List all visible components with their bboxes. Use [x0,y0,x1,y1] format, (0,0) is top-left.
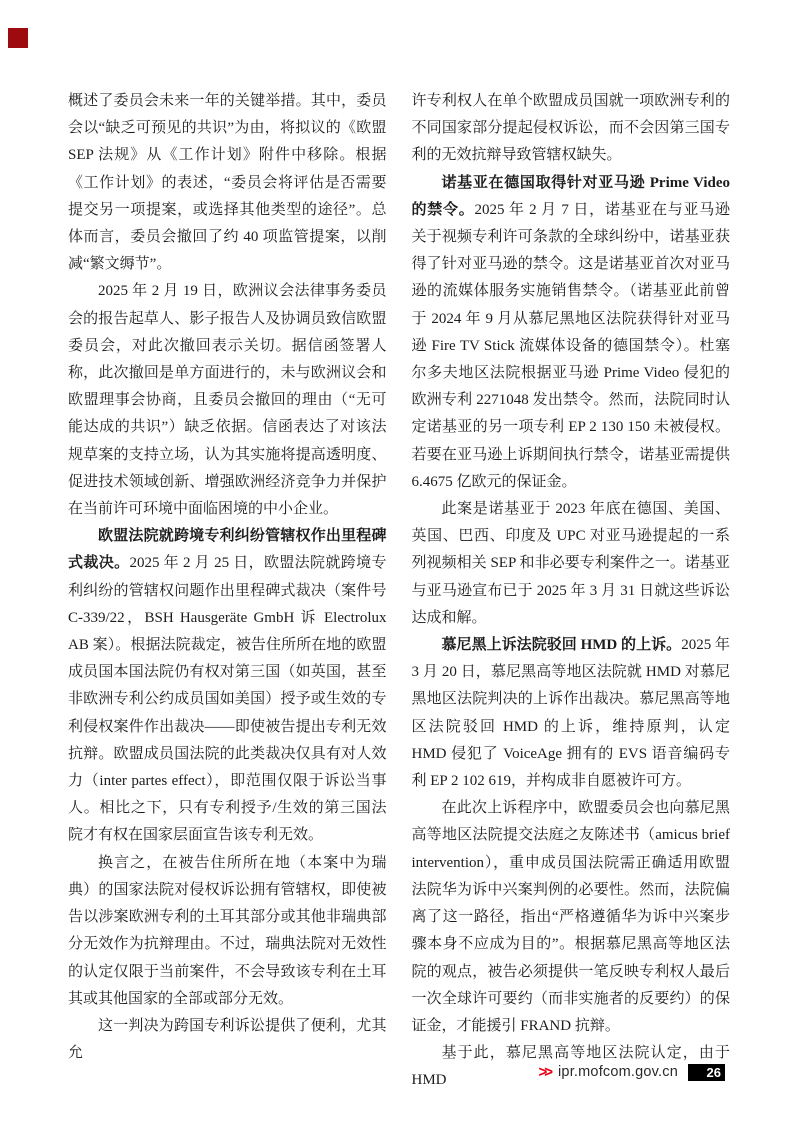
article-body [68,88,730,1095]
left-text-column [68,88,387,1095]
paragraph-bold-lead: 欧盟法院就跨境专利纠纷管辖权作出里程碑式裁决。 [68,528,387,572]
page-footer [538,1063,725,1081]
right-text-column [412,88,731,1095]
paragraph: 基于此，慕尼黑高等地区法院认定，由于 HMD [411,1045,730,1089]
footer-site-url: ipr.mofcom.gov.cn [558,1064,678,1080]
paragraph: 在此次上诉程序中，欧盟委员会也向慕尼黑高等地区法院提交法庭之友陈述书（amicus brief intervention），重申成员国法院需正确适用欧盟法院华为诉中兴案判例的必要性。然而，法院偏离了这一路径，指出“严格遵循华为诉中兴案步骤本身不应成为目的”。根据慕尼黑高等地区法院的观点，被告必须提供一笔反映专利权人最后一次全球许可要约（而非实施者的反要约）的保证金，才能援引 FRAND 抗辩。 [411,800,730,1034]
paragraph-bold-lead: 诺基亚在德国取得针对亚马逊 Prime Video 的禁令。 [411,174,730,218]
paragraph: 换言之，在被告住所所在地（本案中为瑞典）的国家法院对侵权诉讼拥有管辖权，即使被告以涉案欧洲专利的土耳其部分或其他非瑞典部分无效作为抗辩理由。不过，瑞典法院对无效性的认定仅限于当前案件，不会导致该专利在土耳其或其他国家的全部或部分无效。 [68,854,387,1007]
red-corner-marker [8,28,28,48]
paragraph: 此案是诺基亚于 2023 年底在德国、美国、英国、巴西、印度及 UPC 对亚马逊提起的一系列视频相关 SEP 和非必要专利案件之一。诺基亚与亚马逊宣布已于 2025 年 3 月 31 日就这些诉讼达成和解。 [411,501,730,626]
paragraph-bold-lead: 慕尼黑上诉法院驳回 HMD 的上诉。 [441,637,682,654]
paragraph: 2025 年 2 月 19 日，欧洲议会法律事务委员会的报告起草人、影子报告人及协调员致信欧盟委员会，对此次撤回表示关切。据信函签署人称，此次撤回是单方面进行的，未与欧洲议会和欧盟理事会协商，且委员会撤回的理由（“无可能达成的共识”）缺乏依据。信函表达了对该法规草案的支持立场，认为其实施将提高透明度、促进技术领域创新、增强欧洲经济竞争力并保护在当前许可环境中面临困境的中小企业。 [68,283,387,518]
paragraph: 许专利权人在单个欧盟成员国就一项欧洲专利的不同国家部分提起侵权诉讼，而不会因第三国专利的无效抗辩导致管辖权缺失。 [411,93,730,164]
double-chevron-icon: >> [538,1063,551,1081]
paragraph: 慕尼黑上诉法院驳回 HMD 的上诉。2025 年 3 月 20 日，慕尼黑高等地区法院就 HMD 对慕尼黑地区法院判决的上诉作出裁决。慕尼黑高等地区法院驳回 HMD 的上诉，维持原判，认定 HMD 侵犯了 VoiceAge 拥有的 EVS 语音编码专利 EP 2 102 619，并构成非自愿被许可方。 [411,637,730,790]
paragraph: 欧盟法院就跨境专利纠纷管辖权作出里程碑式裁决。2025 年 2 月 25 日，欧盟法院就跨境专利纠纷的管辖权问题作出里程碑式裁决（案件号 C-339/22，BSH Hausgeräte GmbH 诉 Electrolux AB 案）。根据法院裁定，被告住所所在地的欧盟成员国本国法院仍有权对第三国（如英国，甚至非欧洲专利公约成员国如美国）授予或生效的专利侵权案件作出裁决——即使被告提出专利无效抗辩。欧盟成员国法院的此类裁决仅具有对人效力（inter partes effect），即范围仅限于诉讼当事人。相比之下，只有专利授予/生效的第三国法院才有权在国家层面宣告该专利无效。 [68,528,387,844]
paragraph: 诺基亚在德国取得针对亚马逊 Prime Video 的禁令。2025 年 2 月 7 日，诺基亚在与亚马逊关于视频专利许可条款的全球纠纷中，诺基亚获得了针对亚马逊的禁令。这是诺基亚首次对亚马逊的流媒体服务实施销售禁令。（诺基亚此前曾于 2024 年 9 月从慕尼黑地区法院获得针对亚马逊 Fire TV Stick 流媒体设备的德国禁令）。杜塞尔多夫地区法院根据亚马逊 Prime Video 侵犯的欧洲专利 2271048 发出禁令。然而，法院同时认定诺基亚的另一项专利 EP 2 130 150 未被侵权。若要在亚马逊上诉期间执行禁令，诺基亚需提供 6.4675 亿欧元的保证金。 [411,174,730,490]
page-number-badge: 26 [688,1064,725,1081]
paragraph: 这一判决为跨国专利诉讼提供了便利，尤其允 [68,1017,387,1062]
paragraph: 概述了委员会未来一年的关键举措。其中，委员会以“缺乏可预见的共识”为由，将拟议的《欧盟 SEP 法规》从《工作计划》附件中移除。根据《工作计划》的表述，“委员会将评估是否需要提交另一项提案，或选择其他类型的途径”。总体而言，委员会撤回了约 40 项监管提案，以削减“繁文缛节”。 [68,93,387,273]
